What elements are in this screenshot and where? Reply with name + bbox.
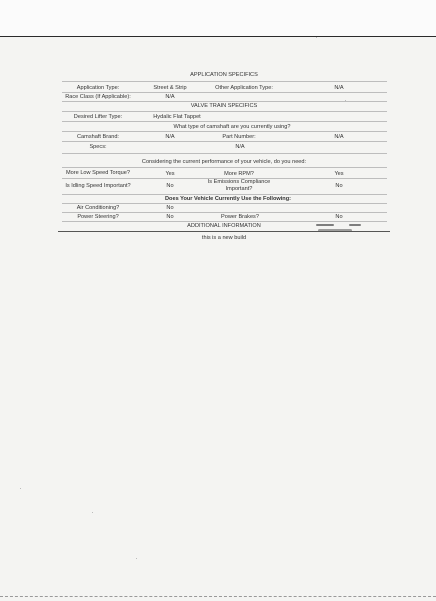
power-steering-label: Power Steering? bbox=[77, 214, 119, 220]
divider bbox=[62, 101, 387, 102]
valve-train-header: VALVE TRAIN SPECIFICS bbox=[190, 103, 258, 109]
scan-fleck bbox=[345, 100, 346, 101]
divider bbox=[62, 221, 387, 222]
divider bbox=[62, 92, 387, 93]
lifter-type-value: Hydalic Flat Tappet bbox=[153, 114, 201, 120]
specs-label: Specs: bbox=[89, 144, 107, 150]
application-type-value: Street & Strip bbox=[153, 85, 187, 91]
low-speed-torque-value: Yes bbox=[165, 171, 175, 177]
divider bbox=[62, 167, 387, 168]
divider bbox=[62, 203, 387, 204]
emissions-value: No bbox=[335, 183, 343, 189]
divider bbox=[62, 212, 387, 213]
divider bbox=[62, 141, 387, 142]
more-rpm-label: More RPM? bbox=[224, 171, 254, 177]
part-number-label: Part Number: bbox=[222, 134, 256, 140]
camshaft-brand-label: Camshaft Brand: bbox=[77, 134, 119, 140]
power-brakes-value: No bbox=[335, 214, 343, 220]
camshaft-brand-value: N/A bbox=[165, 134, 175, 140]
race-class-value: N/A bbox=[165, 94, 175, 100]
air-conditioning-label: Air Conditioning? bbox=[76, 205, 120, 211]
idling-speed-value: No bbox=[166, 183, 174, 189]
divider bbox=[62, 131, 387, 132]
scan-smudge bbox=[316, 224, 334, 226]
application-type-label: Application Type: bbox=[76, 85, 120, 91]
application-specifics-header: APPLICATION SPECIFICS bbox=[190, 72, 258, 78]
power-brakes-label: Power Brakes? bbox=[221, 214, 259, 220]
divider bbox=[62, 153, 387, 154]
race-class-label: Race Class (If Applicable): bbox=[65, 94, 131, 100]
camshaft-question: What type of camshaft are you currently using? bbox=[173, 124, 291, 130]
other-application-label: Other Application Type: bbox=[215, 85, 273, 91]
scan-smudge bbox=[349, 224, 361, 226]
scan-fleck bbox=[20, 488, 21, 489]
vehicle-use-header: Does Your Vehicle Currently Use the Following: bbox=[165, 196, 291, 202]
low-speed-torque-label: More Low Speed Torque? bbox=[66, 170, 130, 176]
scan-fleck bbox=[92, 512, 93, 513]
additional-info-header: ADDITIONAL INFORMATION bbox=[187, 223, 261, 229]
scan-smudge bbox=[318, 229, 352, 232]
more-rpm-value: Yes bbox=[334, 171, 344, 177]
power-steering-value: No bbox=[166, 214, 174, 220]
air-conditioning-value: No bbox=[166, 205, 174, 211]
scan-top-band bbox=[0, 0, 436, 37]
scan-bottom-edge bbox=[0, 596, 436, 601]
additional-info-note: this is a new build bbox=[201, 235, 247, 241]
emissions-label-line2: Important? bbox=[225, 186, 253, 192]
idling-speed-label: Is Idling Speed Important? bbox=[65, 183, 131, 189]
lifter-type-label: Desired Lifter Type: bbox=[73, 114, 123, 120]
specs-value: N/A bbox=[235, 144, 245, 150]
performance-question: Considering the current performance of your vehicle, do you need: bbox=[141, 159, 307, 165]
part-number-value: N/A bbox=[334, 134, 344, 140]
divider bbox=[62, 81, 387, 82]
emissions-label-line1: Is Emissions Compliance bbox=[207, 179, 271, 185]
scan-fleck bbox=[316, 37, 317, 38]
divider bbox=[62, 194, 387, 195]
other-application-value: N/A bbox=[334, 85, 344, 91]
divider bbox=[62, 121, 387, 122]
scan-fleck bbox=[136, 558, 137, 559]
divider bbox=[62, 111, 387, 112]
